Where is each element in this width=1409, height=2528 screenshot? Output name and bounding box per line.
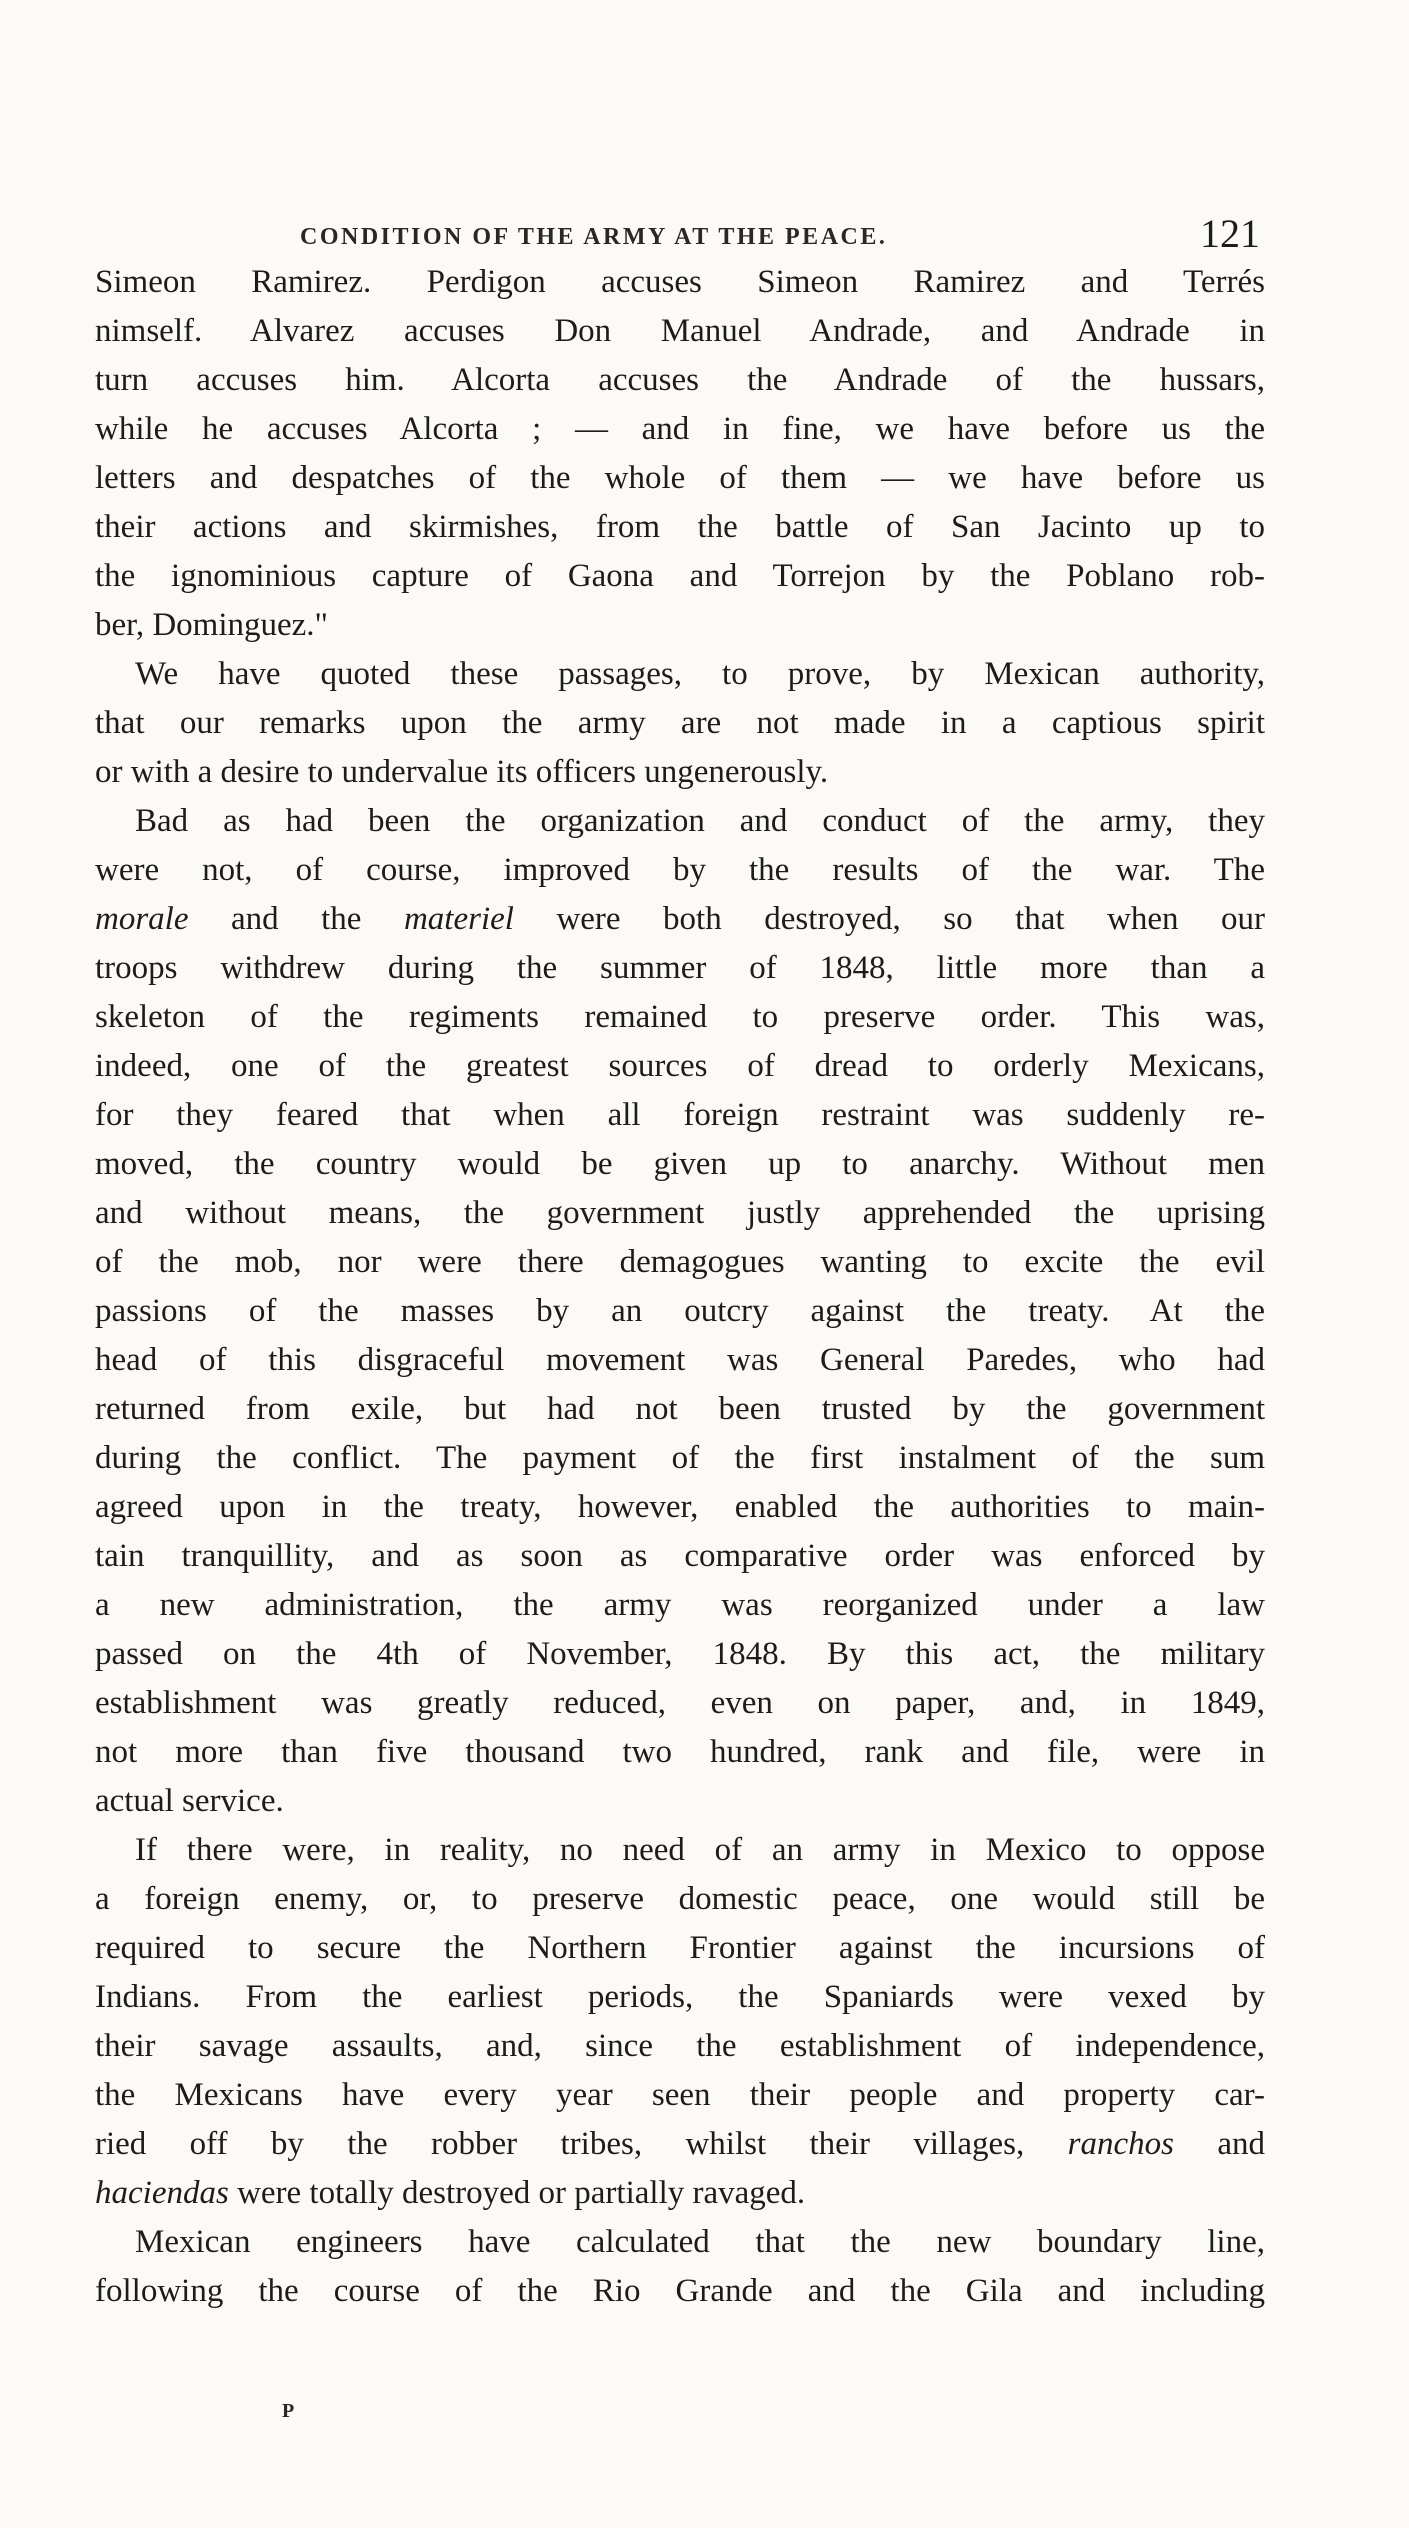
signature-mark: P [282,2400,295,2422]
text-line: that our remarks upon the army are not made in a captious spirit [95,705,1265,741]
text-fragment: were totally destroyed or partially ravaged. [237,2175,806,2211]
paragraph-start-line: Bad as had been the organization and conduct of the army, they [135,803,1265,839]
text-line: turn accuses him. Alcorta accuses the Andrade of the hussars, [95,362,1265,398]
text-line: for they feared that when all foreign restraint was suddenly re- [95,1097,1265,1133]
running-title: CONDITION OF THE ARMY AT THE PEACE. [300,224,888,250]
text-line: establishment was greatly reduced, even on paper, and, in 1849, [95,1685,1265,1721]
text-line: the ignominious capture of Gaona and Torrejon by the Poblano rob- [95,558,1265,594]
text-line: tain tranquillity, and as soon as comparative order was enforced by [95,1538,1265,1574]
text-line: their actions and skirmishes, from the battle of San Jacinto up to [95,509,1265,545]
text-line: required to secure the Northern Frontier against the incursions of [95,1930,1265,1966]
text-line: were not, of course, improved by the results of the war. The [95,852,1265,888]
text-line: of the mob, nor were there demagogues wanting to excite the evil [95,1244,1265,1280]
text-line: nimself. Alvarez accuses Don Manuel Andrade, and Andrade in [95,313,1265,349]
text-fragment: and [1217,2126,1265,2162]
text-line: passions of the masses by an outcry against the treaty. At the [95,1293,1265,1329]
paragraph-start-line: We have quoted these passages, to prove, by Mexican authority, [135,656,1265,692]
text-line: indeed, one of the greatest sources of dread to orderly Mexicans, [95,1048,1265,1084]
italic-word: materiel [403,901,514,937]
paragraph-start-line: Mexican engineers have calculated that the new boundary line, [135,2224,1265,2260]
italic-word: morale [95,901,189,937]
text-line: a new administration, the army was reorganized under a law [95,1587,1265,1623]
text-fragment: were both destroyed, so that when our [556,901,1266,937]
page-number: 121 [1200,211,1260,256]
italic-word: ranchos [1067,2126,1174,2162]
text-line: their savage assaults, and, since the establishment of independence, [95,2028,1265,2064]
text-line: skeleton of the regiments remained to preserve order. This was, [95,999,1265,1035]
text-line-italic [95,2120,1265,2169]
text-line: a foreign enemy, or, to preserve domestic peace, one would still be [95,1881,1265,1917]
text-line: head of this disgraceful movement was General Paredes, who had [95,1342,1265,1378]
text-line: following the course of the Rio Grande and the Gila and including [95,2273,1265,2309]
text-line: or with a desire to undervalue its officers ungenerously. [95,754,829,790]
text-line: Indians. From the earliest periods, the Spaniards were vexed by [95,1979,1265,2015]
text-line: and without means, the government justly apprehended the uprising [95,1195,1265,1231]
body-text [95,258,1265,2316]
text-line-italic [95,2169,1265,2218]
text-line: not more than five thousand two hundred, rank and file, were in [95,1734,1265,1770]
text-line: ber, Dominguez." [95,607,328,643]
text-line-italic [95,895,1265,944]
text-line: actual service. [95,1783,284,1819]
text-line: troops withdrew during the summer of 1848, little more than a [95,950,1265,986]
text-line: letters and despatches of the whole of them — we have before us [95,460,1265,496]
italic-word: haciendas [95,2175,229,2211]
paragraph-start-line: If there were, in reality, no need of an army in Mexico to oppose [135,1832,1265,1868]
text-fragment: and the [231,901,362,937]
text-line: returned from exile, but had not been trusted by the government [95,1391,1265,1427]
text-line: agreed upon in the treaty, however, enabled the authorities to main- [95,1489,1265,1525]
text-line: the Mexicans have every year seen their people and property car- [95,2077,1265,2113]
text-line: while he accuses Alcorta ; — and in fine, we have before us the [95,411,1265,447]
text-fragment: ried off by the robber tribes, whilst their villages, [95,2126,1025,2162]
text-line: Simeon Ramirez. Perdigon accuses Simeon Ramirez and Terrés [95,264,1265,300]
text-line: during the conflict. The payment of the first instalment of the sum [95,1440,1265,1476]
text-line: passed on the 4th of November, 1848. By this act, the military [95,1636,1265,1672]
text-line: moved, the country would be given up to anarchy. Without men [95,1146,1265,1182]
